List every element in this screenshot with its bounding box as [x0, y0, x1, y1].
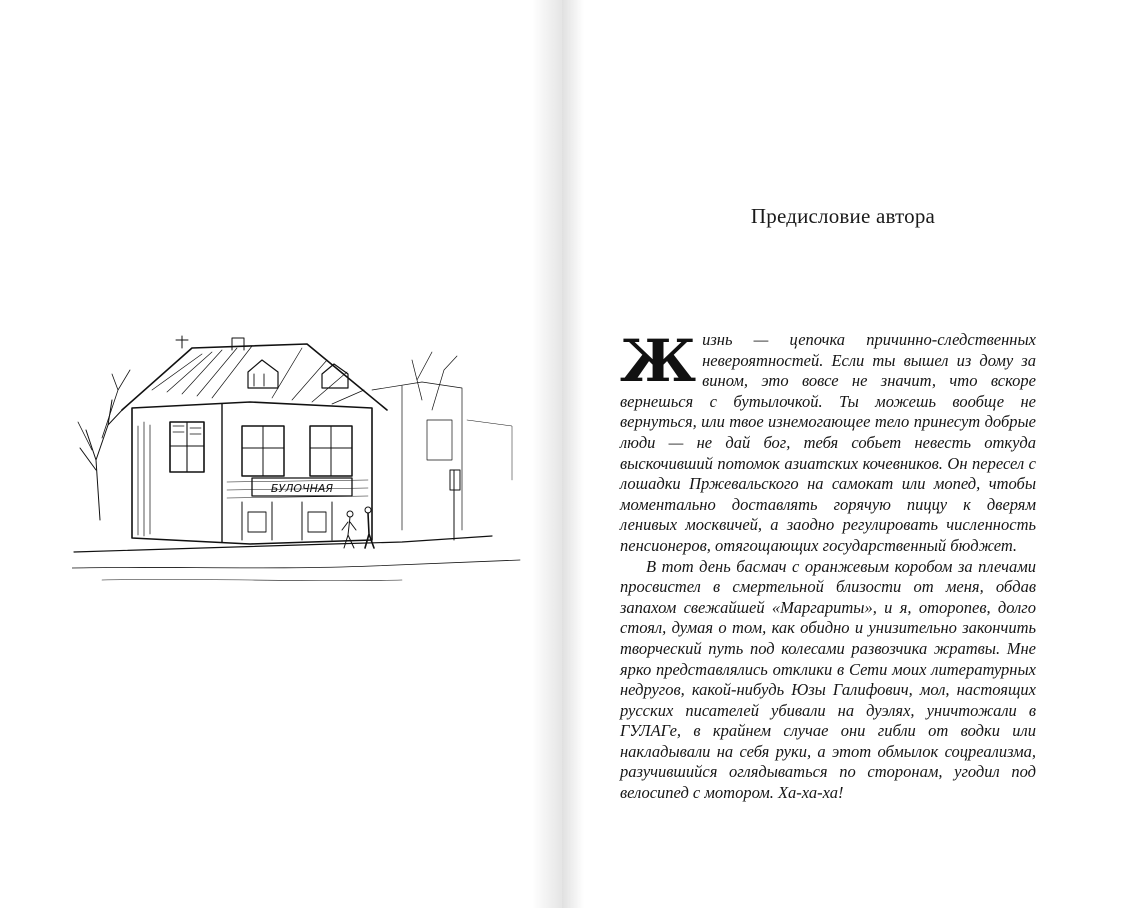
right-page [562, 0, 1124, 908]
chapter-title: Предисловие автора [750, 204, 936, 228]
drop-cap: Ж [620, 327, 697, 395]
bakery-house-sketch [72, 330, 522, 592]
gutter-shadow [532, 0, 562, 908]
sketch-sign-text: БУЛОЧНАЯ [270, 482, 334, 495]
paragraph [620, 327, 1036, 557]
body-text [620, 327, 1036, 804]
gutter-shadow [562, 0, 584, 908]
paragraph-text: изнь — цепочка причинно-следственных невероятностей. Если ты вышел из дому за вином, это вовсе не значит, что вскоре вернешься с бутылочкой. Ты можешь вообще не вернуться, или твое изнемогающее тело принесут добрые люди — не дай бог, тебя собьет невесть откуда выскочивший потомок азиатских кочевников. Он пересел с лошадки Пржевальского на самокат или мопед, чтобы моментально доставлять горячую пиццу к дверям ленивых москвичей, а заодно регулировать численность пенсионеров, отягощающих государственный бюджет. [620, 330, 1036, 555]
paragraph: В тот день басмач с оранжевым коробом за плечами просвистел в смертельной близости от меня, обдав запахом свежайшей «Маргариты», и я, оторопев, долго стоял, думая о том, как обидно и унизительно закончить творческий путь под колесами развозчика жратвы. Мне ярко представлялись отклики в Сети моих литературных недругов, какой-нибудь Юзы Галифович, мол, настоящих русских писателей убивали на дуэлях, уничтожали в ГУЛАГе, в крайнем случае они гибли от водки или накладывали на себя руки, а этот обмылок соцреализма, разучившийся оглядываться по сторонам, угодил под велосипед с мотором. Ха-ха-ха! [620, 556, 1036, 803]
